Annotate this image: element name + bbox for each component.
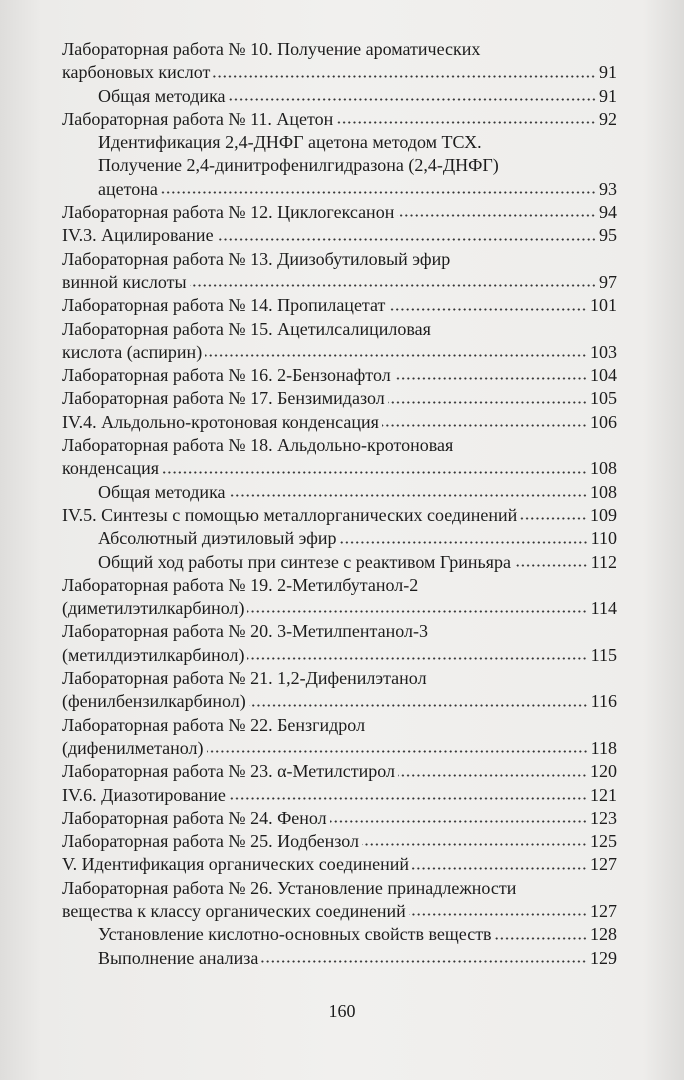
dot-leader xyxy=(229,796,587,801)
toc-entry-page: 91 xyxy=(599,85,617,106)
toc-entry-title: Лабораторная работа № 15. Ацетилсалициловая xyxy=(62,318,431,339)
toc-entry-page: 94 xyxy=(599,202,617,223)
toc-entry-page: 93 xyxy=(599,178,617,199)
toc-entry-title: Лабораторная работа № 25. Иодбензол xyxy=(62,831,359,852)
toc-entry xyxy=(62,574,617,597)
dot-leader xyxy=(217,237,596,242)
toc-entry-page: 108 xyxy=(590,481,617,502)
dot-leader xyxy=(205,353,587,358)
toc-entry-page: 103 xyxy=(590,341,617,362)
dot-leader xyxy=(229,97,596,102)
toc-entry-title: IV.4. Альдольно-кротоновая конденсация xyxy=(62,411,379,432)
toc-entry-title: Получение 2,4-динитрофенилгидразона (2,4-ДНФГ) xyxy=(98,155,499,176)
toc-entry xyxy=(62,504,617,527)
toc-entry xyxy=(62,830,617,853)
toc-entry-page: 121 xyxy=(590,784,617,805)
toc-entry-title: (диметилэтилкарбинол) xyxy=(62,598,245,619)
dot-leader xyxy=(394,376,587,381)
toc-entry-page: 105 xyxy=(590,388,617,409)
toc-entry xyxy=(62,178,617,201)
toc-entry-page: 128 xyxy=(590,924,617,945)
toc-entry xyxy=(62,714,617,737)
dot-leader xyxy=(362,842,587,847)
toc-entry xyxy=(62,271,617,294)
toc-entry xyxy=(62,481,617,504)
toc-entry xyxy=(62,294,617,317)
toc-entry-title: IV.6. Диазотирование xyxy=(62,784,226,805)
toc-entry-title: Лабораторная работа № 17. Бензимидазол xyxy=(62,388,385,409)
toc-entry xyxy=(62,364,617,387)
dot-leader xyxy=(336,120,596,125)
toc-entry xyxy=(62,224,617,247)
toc-entry xyxy=(62,457,617,480)
toc-entry-page: 109 xyxy=(590,504,617,525)
toc-entry xyxy=(62,318,617,341)
toc-entry xyxy=(62,620,617,643)
toc-entry xyxy=(62,38,617,61)
toc-entry-title: кислота (аспирин) xyxy=(62,341,203,362)
dot-leader xyxy=(388,400,587,405)
toc-entry-title: Общий ход работы при синтезе с реактивом Гриньяра xyxy=(98,551,511,572)
toc-entry-page: 92 xyxy=(599,108,617,129)
toc-entry-title: карбоновых кислот xyxy=(62,62,211,83)
dot-leader xyxy=(382,423,587,428)
toc-entry xyxy=(62,387,617,410)
toc-entry-title: Лабораторная работа № 16. 2-Бензонафтол xyxy=(62,365,391,386)
toc-entry-title: Общая методика xyxy=(98,481,226,502)
toc-entry-title: Лабораторная работа № 24. Фенол xyxy=(62,807,327,828)
toc-entry-title: Лабораторная работа № 11. Ацетон xyxy=(62,108,334,129)
dot-leader xyxy=(397,213,596,218)
toc-entry xyxy=(62,853,617,876)
toc-entry-page: 91 xyxy=(599,62,617,83)
toc-entry xyxy=(62,597,617,620)
dot-leader xyxy=(249,703,588,708)
dot-leader xyxy=(412,866,587,871)
toc-entry xyxy=(62,527,617,550)
toc-entry xyxy=(62,248,617,271)
dot-leader xyxy=(514,563,588,568)
toc-entry xyxy=(62,61,617,84)
dot-leader xyxy=(398,773,587,778)
dot-leader xyxy=(520,516,587,521)
toc-entry-title: IV.3. Ацилирование xyxy=(62,225,214,246)
toc-entry-page: 120 xyxy=(590,761,617,782)
toc-entry-page: 118 xyxy=(590,737,617,758)
page-number: 160 xyxy=(328,1001,356,1021)
dot-leader xyxy=(190,283,596,288)
toc-entry-title: Лабораторная работа № 14. Пропилацетат xyxy=(62,295,386,316)
dot-leader xyxy=(388,307,587,312)
toc-entry xyxy=(62,947,617,970)
toc-entry xyxy=(62,434,617,457)
toc-entry xyxy=(62,85,617,108)
toc-entry-title: Абсолютный диэтиловый эфир xyxy=(98,528,337,549)
toc-entry-title: Установление кислотно-основных свойств веществ xyxy=(98,924,492,945)
toc-entry xyxy=(62,551,617,574)
toc-entry-title: Выполнение анализа xyxy=(98,947,259,968)
toc-entry xyxy=(62,807,617,830)
toc-entry xyxy=(62,900,617,923)
toc-entry-page: 106 xyxy=(590,411,617,432)
toc-entry xyxy=(62,411,617,434)
dot-leader xyxy=(409,912,587,917)
toc-entry-page: 95 xyxy=(599,225,617,246)
toc-entry-title: Лабораторная работа № 26. Установление принадлежности xyxy=(62,877,517,898)
toc-entry-title: ацетона xyxy=(98,178,158,199)
toc-entry-title: Лабораторная работа № 13. Диизобутиловый эфир xyxy=(62,248,451,269)
dot-leader xyxy=(162,470,587,475)
toc-entry-title: (дифенилметанол) xyxy=(62,737,204,758)
toc-entry-page: 97 xyxy=(599,271,617,292)
dot-leader xyxy=(495,936,587,941)
toc-entry xyxy=(62,201,617,224)
toc-entry-title: конденсация xyxy=(62,458,159,479)
dot-leader xyxy=(213,74,596,79)
toc-entry-title: вещества к классу органических соединений xyxy=(62,900,406,921)
toc-entry xyxy=(62,760,617,783)
dot-leader xyxy=(161,190,596,195)
toc-entry-page: 129 xyxy=(590,947,617,968)
toc-entry-title: Идентификация 2,4-ДНФГ ацетона методом ТСХ. xyxy=(98,132,482,153)
toc-entry-page: 112 xyxy=(590,551,617,572)
toc-entry-page: 110 xyxy=(590,528,617,549)
dot-leader xyxy=(261,959,587,964)
toc-entry-title: винной кислоты xyxy=(62,271,187,292)
toc-entry-title: Лабораторная работа № 19. 2-Метилбутанол-2 xyxy=(62,574,419,595)
toc-entry xyxy=(62,131,617,154)
dot-leader xyxy=(247,609,587,614)
toc-entry xyxy=(62,667,617,690)
toc-entry-title: Общая методика xyxy=(98,85,226,106)
dot-leader xyxy=(340,540,588,545)
toc-entry-page: 123 xyxy=(590,807,617,828)
toc-entry xyxy=(62,690,617,713)
toc-entry-title: IV.5. Синтезы с помощью металлорганических соединений xyxy=(62,504,518,525)
toc-entry-title: (фенилбензилкарбинол) xyxy=(62,691,246,712)
toc-entry-page: 127 xyxy=(590,900,617,921)
toc-entry xyxy=(62,923,617,946)
table-of-contents xyxy=(62,38,617,970)
dot-leader xyxy=(229,493,587,498)
toc-entry xyxy=(62,341,617,364)
toc-entry-title: Лабораторная работа № 12. Циклогексанон xyxy=(62,202,395,223)
toc-entry-page: 101 xyxy=(590,295,617,316)
toc-entry-page: 115 xyxy=(590,644,617,665)
toc-entry-page: 104 xyxy=(590,365,617,386)
toc-entry xyxy=(62,737,617,760)
dot-leader xyxy=(247,656,587,661)
toc-entry-page: 127 xyxy=(590,854,617,875)
toc-entry-page: 116 xyxy=(590,691,617,712)
toc-entry xyxy=(62,644,617,667)
toc-entry-title: (метилдиэтилкарбинол) xyxy=(62,644,245,665)
toc-entry-title: Лабораторная работа № 21. 1,2-Дифенилэтанол xyxy=(62,668,427,689)
toc-entry xyxy=(62,877,617,900)
dot-leader xyxy=(330,819,587,824)
toc-entry-page: 108 xyxy=(590,458,617,479)
toc-entry-title: V. Идентификация органических соединений xyxy=(62,854,410,875)
toc-entry-title: Лабораторная работа № 20. 3-Метилпентанол-3 xyxy=(62,621,429,642)
toc-entry-title: Лабораторная работа № 22. Бензгидрол xyxy=(62,714,366,735)
toc-entry-page: 114 xyxy=(590,598,617,619)
toc-entry xyxy=(62,784,617,807)
toc-entry-title: Лабораторная работа № 23. α-Метилстирол xyxy=(62,761,395,782)
toc-entry xyxy=(62,154,617,177)
toc-entry-title: Лабораторная работа № 10. Получение ароматических xyxy=(62,39,481,59)
dot-leader xyxy=(207,749,588,754)
toc-entry-title: Лабораторная работа № 18. Альдольно-кротоновая xyxy=(62,435,454,456)
toc-entry xyxy=(62,108,617,131)
toc-entry-page: 125 xyxy=(590,831,617,852)
